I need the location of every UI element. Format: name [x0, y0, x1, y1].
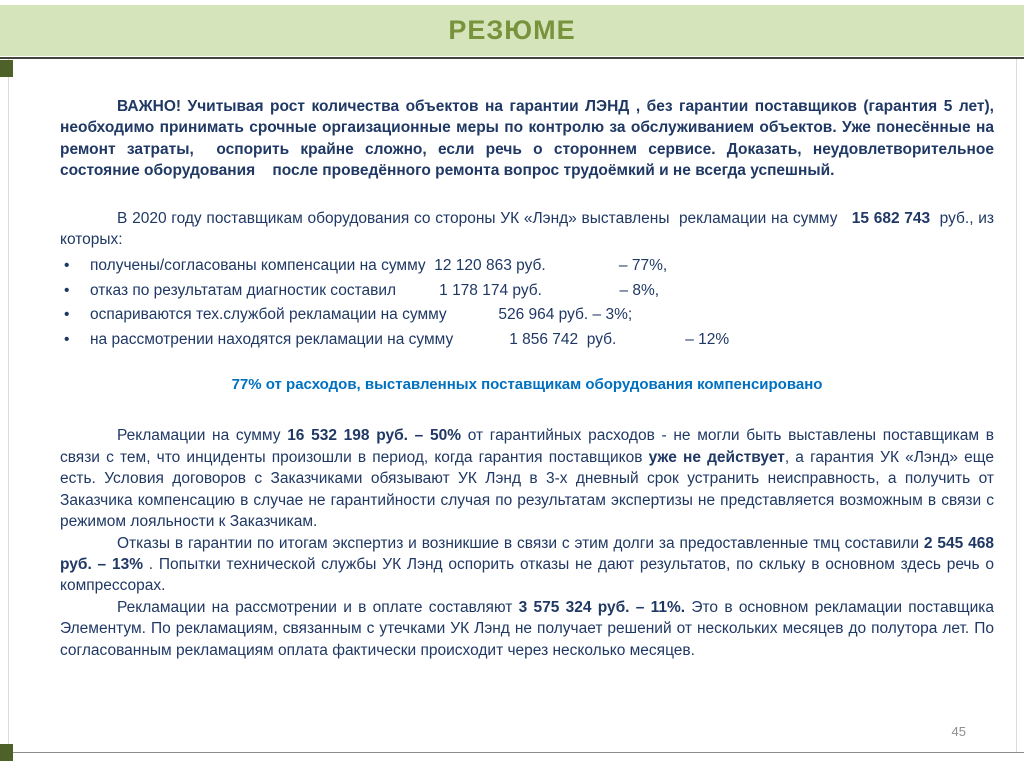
- intro-text-end: руб., из которых:: [60, 209, 999, 249]
- warranty-amount: 16 532 198 руб. – 50%: [287, 427, 462, 445]
- claims-item-text: отказ по результатам диагностик составил 1 178 174 руб. – 8%,: [90, 281, 660, 299]
- bottom-divider-line: [0, 752, 1024, 753]
- right-edge-line: [1016, 59, 1017, 753]
- pending-text: Это в основном рекламации поставщика Элементум. По рекламациям, связанным с утечками УК Лэнд не получает решений от нескольких месяцев до полутора лет. По согласованным рекламациям оплата фактически происходит через несколько месяцев.: [60, 598, 994, 659]
- claims-breakdown-list: [60, 255, 994, 350]
- pending-paragraph: [60, 597, 994, 661]
- refusals-text: Отказы в гарантии по итогам экспертиз и возникшие в связи с этим долги за предоставленные тмц составили: [117, 534, 924, 552]
- claims-list-item-disputed: [60, 304, 994, 325]
- page-number: 45: [951, 724, 966, 739]
- warranty-emphasis: уже не действует: [648, 448, 785, 466]
- claims-intro-paragraph: [60, 208, 999, 251]
- claims-total-amount: 15 682 743: [851, 209, 931, 227]
- pending-text: Рекламации на рассмотрении и в оплате составляют: [117, 598, 519, 616]
- title-bar: [0, 5, 1024, 56]
- refusals-amount: 2 545 468 руб. – 13%: [60, 534, 994, 573]
- refusals-paragraph: [60, 533, 994, 597]
- pending-amount: 3 575 324 руб. – 11%.: [518, 598, 686, 616]
- left-accent-square-top: [0, 60, 13, 77]
- compensation-highlight: 77% от расходов, выставленных поставщикам оборудования компенсировано: [231, 376, 823, 394]
- warranty-text: , а гарантия УК «Лэнд» еще есть. Условия договоров с Заказчиками обязывают УК Лэнд в 3-х дневный срок устранить неисправность, а получить от Заказчика компенсацию в случае не гарантийности случая по результатам экспертизы не представляется возможным в связи с режимом лояльности к Заказчикам.: [60, 448, 994, 531]
- claims-item-text: оспариваются тех.службой рекламации на сумму 526 964 руб. – 3%;: [90, 306, 633, 324]
- refusals-text: . Попытки технической службы УК Лэнд оспорить отказы не дают результатов, по скльку в основном здесь речь о компрессорах.: [60, 555, 994, 595]
- top-divider-line: [0, 57, 1024, 59]
- slide-content: [60, 96, 999, 661]
- warranty-text: Рекламации на сумму: [117, 427, 288, 445]
- claims-item-text: на рассмотрении находятся рекламации на сумму 1 856 742 руб. – 12%: [90, 330, 730, 348]
- warranty-text: от гарантийных расходов - не могли быть выставлены поставщикам в связи с тем, что инциденты произошли в период, когда гарантия поставщиков: [60, 427, 995, 466]
- left-edge-line: [8, 59, 9, 753]
- slide-title: РЕЗЮМЕ: [448, 15, 576, 45]
- warranty-paragraph: [60, 425, 994, 532]
- intro-text-start: В 2020 году поставщикам оборудования со стороны УК «Лэнд» выставлены рекламации на сумму: [117, 209, 852, 227]
- claims-list-item-pending: [60, 329, 994, 350]
- left-accent-square-bottom: [0, 744, 13, 761]
- claims-list-item-refused: [60, 280, 994, 301]
- claims-item-text: получены/согласованы компенсации на сумму 12 120 863 руб. – 77%,: [90, 257, 668, 275]
- claims-list-item-compensated: [60, 255, 994, 276]
- important-paragraph: ВАЖНО! Учитывая рост количества объектов на гарантии ЛЭНД , без гарантии поставщиков (гарантия 5 лет), необходимо принимать срочные оргаизационные меры по контролю за обслуживанием объектов. Уже понесённые на ремонт затраты, оспорить крайне сложно, если речь о стороннем сервисе. Доказать, неудовлетворительное состояние оборудования после проведённого ремонта вопрос трудоёмкий и не всегда успешный.: [60, 98, 999, 180]
